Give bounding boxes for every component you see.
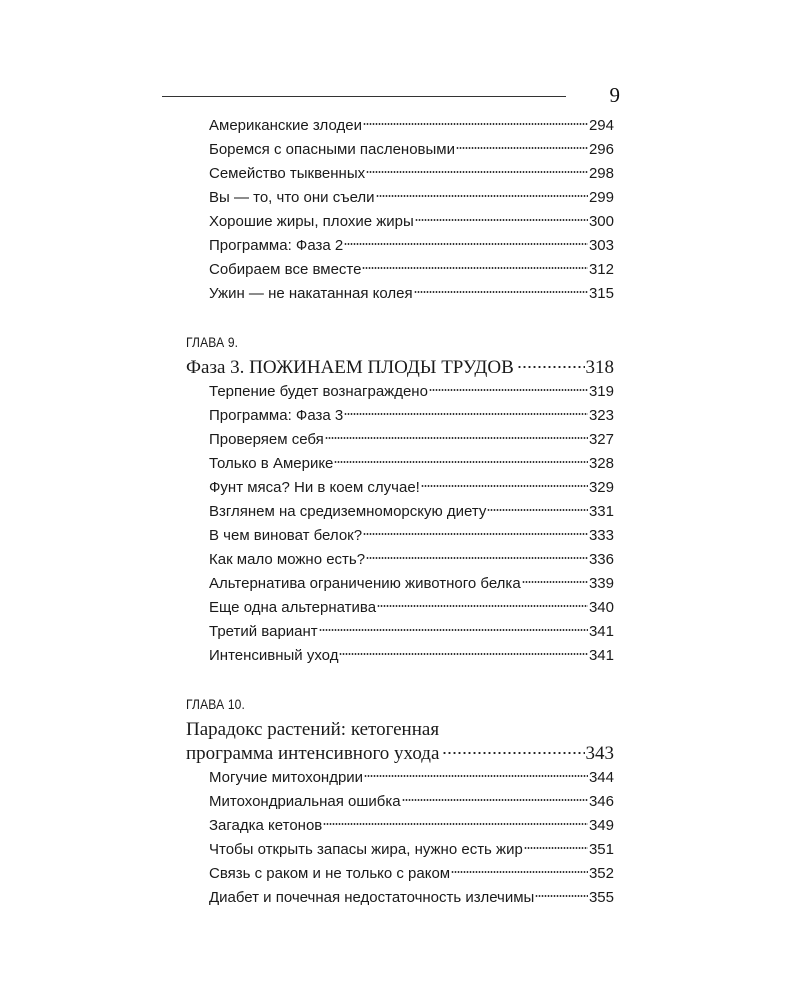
dot-leader — [429, 387, 588, 393]
toc-entry-title: Семейство тыквенных — [209, 165, 366, 182]
toc-entry-page: 346 — [588, 793, 614, 810]
toc-entry-page: 312 — [588, 261, 614, 278]
dot-leader — [377, 603, 588, 609]
dot-leader — [366, 169, 588, 175]
dot-leader — [319, 627, 588, 633]
chapter-page: 318 — [585, 357, 614, 378]
toc-entry-page: 323 — [588, 407, 614, 424]
toc-entry-page: 336 — [588, 551, 614, 568]
toc-entry-title: Американские злодеи — [209, 117, 362, 134]
toc-entry-title: Терпение будет вознаграждено — [209, 383, 428, 400]
toc-entry-page: 340 — [588, 599, 614, 616]
toc-entry — [186, 500, 614, 524]
toc-entry-page: 339 — [588, 575, 614, 592]
toc-entry — [186, 210, 614, 234]
toc-entry-page: 355 — [588, 889, 614, 906]
dot-leader — [323, 821, 588, 827]
toc-entry-page: 329 — [588, 479, 614, 496]
toc-entry-page: 328 — [588, 455, 614, 472]
toc-entry — [186, 766, 614, 790]
table-of-contents — [186, 114, 614, 910]
chapter-title — [186, 718, 614, 766]
chapter-title — [186, 356, 614, 380]
toc-entry-page: 296 — [588, 141, 614, 158]
toc-entry-page: 349 — [588, 817, 614, 834]
toc-entry — [186, 790, 614, 814]
toc-entry-page: 344 — [588, 769, 614, 786]
toc-entry — [186, 620, 614, 644]
chapter-title-text: программа интенсивного ухода — [186, 743, 440, 764]
toc-entry — [186, 524, 614, 548]
toc-entry — [186, 234, 614, 258]
toc-entry-page: 315 — [588, 285, 614, 302]
dot-leader — [414, 289, 588, 295]
dot-leader — [362, 265, 588, 271]
toc-entry-page: 298 — [588, 165, 614, 182]
toc-entry-title: Взглянем на средиземноморскую диету — [209, 503, 487, 520]
dot-leader — [517, 364, 585, 370]
toc-entry-title: Еще одна альтернатива — [209, 599, 377, 616]
toc-entry — [186, 380, 614, 404]
chapter-page: 343 — [585, 743, 614, 764]
toc-entry-page: 299 — [588, 189, 614, 206]
chapter-label: ГЛАВА 10. — [186, 696, 246, 712]
toc-entry-page: 319 — [588, 383, 614, 400]
toc-entry — [186, 886, 614, 910]
toc-entry-page: 294 — [588, 117, 614, 134]
toc-entry — [186, 838, 614, 862]
toc-entry — [186, 596, 614, 620]
toc-entry-title: Вы — то, что они съели — [209, 189, 375, 206]
toc-entry-title: В чем виноват белок? — [209, 527, 363, 544]
page-number: 9 — [609, 83, 620, 107]
dot-leader — [522, 579, 588, 585]
toc-entry-page: 303 — [588, 237, 614, 254]
chapter-title-line — [186, 718, 614, 742]
toc-entry — [186, 862, 614, 886]
chapter-title-text: Фаза 3. ПОЖИНАЕМ ПЛОДЫ ТРУДОВ — [186, 357, 514, 378]
toc-entry-title: Загадка кетонов — [209, 817, 323, 834]
toc-entry-title: Боремся с опасными пасленовыми — [209, 141, 455, 158]
toc-entry — [186, 404, 614, 428]
dot-leader — [366, 555, 588, 561]
dot-leader — [415, 217, 588, 223]
toc-entry-page: 327 — [588, 431, 614, 448]
toc-entry-title: Только в Америке — [209, 455, 334, 472]
toc-entry-title: Ужин — не накатанная колея — [209, 285, 413, 302]
header-rule — [162, 96, 566, 97]
toc-entry-title: Диабет и почечная недостаточность излечимы — [209, 889, 535, 906]
dot-leader — [339, 651, 588, 657]
toc-entry — [186, 282, 614, 306]
toc-entry-title: Третий вариант — [209, 623, 318, 640]
dot-leader — [402, 797, 588, 803]
toc-entry — [186, 186, 614, 210]
dot-leader — [325, 435, 588, 441]
dot-leader — [344, 411, 588, 417]
toc-entry-title: Программа: Фаза 2 — [209, 237, 344, 254]
dot-leader — [535, 893, 588, 899]
dot-leader — [376, 193, 588, 199]
toc-entry-title: Могучие митохондрии — [209, 769, 364, 786]
toc-entry-title: Фунт мяса? Ни в коем случае! — [209, 479, 420, 496]
chapter-title-line — [186, 742, 614, 766]
dot-leader — [363, 121, 588, 127]
dot-leader — [364, 773, 588, 779]
dot-leader — [487, 507, 588, 513]
toc-entry — [186, 548, 614, 572]
toc-entry — [186, 114, 614, 138]
dot-leader — [524, 845, 588, 851]
toc-entry-page: 331 — [588, 503, 614, 520]
toc-entry — [186, 572, 614, 596]
toc-chapter-10 — [186, 694, 614, 910]
toc-entry-page: 352 — [588, 865, 614, 882]
toc-entry-page: 351 — [588, 841, 614, 858]
chapter-label: ГЛАВА 9. — [186, 334, 239, 350]
toc-entry — [186, 452, 614, 476]
dot-leader — [456, 145, 588, 151]
toc-entry-title: Митохондриальная ошибка — [209, 793, 401, 810]
dot-leader — [344, 241, 588, 247]
dot-leader — [363, 531, 588, 537]
toc-entry-title: Чтобы открыть запасы жира, нужно есть жир — [209, 841, 523, 858]
toc-section-continued — [186, 114, 614, 306]
dot-leader — [442, 750, 584, 756]
toc-entry-title: Собираем все вместе — [209, 261, 362, 278]
toc-entry-title: Проверяем себя — [209, 431, 324, 448]
toc-entry — [186, 258, 614, 282]
toc-entry — [186, 162, 614, 186]
toc-entry — [186, 644, 614, 668]
dot-leader — [451, 869, 588, 875]
chapter-title-line — [186, 356, 614, 380]
toc-entry-title: Альтернатива ограничению животного белка — [209, 575, 521, 592]
toc-entry-page: 341 — [588, 647, 614, 664]
toc-entry-title: Интенсивный уход — [209, 647, 339, 664]
toc-entry — [186, 814, 614, 838]
toc-entry — [186, 428, 614, 452]
chapter-title-text: Парадокс растений: кетогенная — [186, 719, 440, 740]
toc-chapter-9 — [186, 332, 614, 668]
toc-entry-page: 341 — [588, 623, 614, 640]
toc-entry-title: Связь с раком и не только с раком — [209, 865, 451, 882]
toc-entry — [186, 138, 614, 162]
toc-entry-page: 333 — [588, 527, 614, 544]
toc-entry-title: Хорошие жиры, плохие жиры — [209, 213, 414, 230]
toc-entry — [186, 476, 614, 500]
toc-entry-title: Программа: Фаза 3 — [209, 407, 344, 424]
toc-entry-title: Как мало можно есть? — [209, 551, 366, 568]
dot-leader — [334, 459, 588, 465]
dot-leader — [421, 483, 588, 489]
toc-entry-page: 300 — [588, 213, 614, 230]
